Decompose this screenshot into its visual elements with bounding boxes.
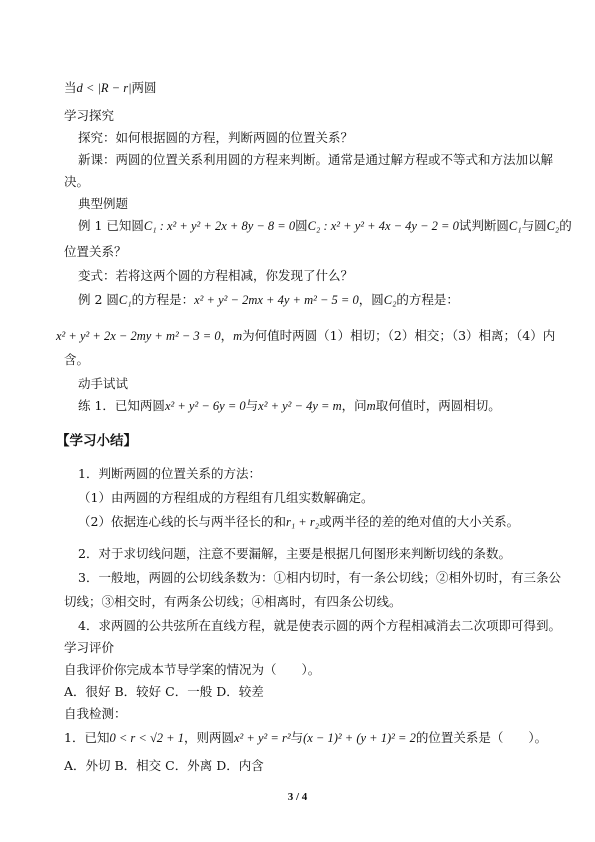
- section-label-try: 动手试试: [78, 376, 129, 391]
- text: 例 2 圆: [78, 292, 119, 307]
- text: 的方程是：: [396, 292, 459, 307]
- math-formula: C₁: [118, 293, 132, 307]
- text: 练 1．已知两圆: [78, 398, 165, 413]
- text: ，问: [341, 398, 367, 413]
- section-label-study-explore: 学习探究: [64, 108, 115, 123]
- text: 例 1 已知圆: [78, 218, 144, 233]
- math-formula: d < |R − r|: [76, 81, 132, 95]
- text: 两圆: [131, 80, 157, 95]
- summary-item-1-1: （1）由两圆的方程组成的方程组有几组实数解确定。: [78, 490, 374, 505]
- text-line-newlesson: 新课：两圆的位置关系利用圆的方程来判断。通常是通过解方程或不等式和方法加以解: [78, 152, 554, 167]
- text: 的位置关系是（ ）。: [415, 730, 548, 745]
- self-evaluation-line: 自我评价你完成本节导学案的情况为（ ）。: [64, 662, 321, 677]
- math-formula: x² + y² − 2mx + 4y + m² − 5 = 0: [194, 293, 359, 307]
- text: 试判断圆: [458, 218, 509, 233]
- text: 的方程是：: [131, 292, 195, 307]
- self-check-label: 自我检测：: [64, 706, 127, 721]
- text: 与: [245, 398, 259, 413]
- math-formula: x² + y² − 4y = m: [258, 399, 342, 413]
- math-formula: x² + y² = r²: [234, 731, 291, 745]
- exercise-1-line: [78, 398, 501, 414]
- self-evaluation-options: A．很好 B．较好 C．一般 D．较差: [64, 684, 264, 699]
- text: ，圆: [358, 292, 384, 307]
- text: 与圆: [521, 218, 547, 233]
- example-1-line: [78, 218, 572, 234]
- math-formula: C₂: [546, 219, 560, 233]
- text: 圆: [295, 218, 308, 233]
- text: （2）依据连心线的长与两半径长的和: [78, 514, 286, 529]
- math-formula: m: [366, 399, 376, 413]
- example-2-cont2: 含。: [64, 352, 90, 367]
- section-heading-summary: 【学习小结】: [56, 433, 137, 449]
- math-formula: x² + y² − 6y = 0: [164, 399, 246, 413]
- text-line-newlesson-cont: 决。: [64, 174, 90, 189]
- text-line-explore: 探究：如何根据圆的方程，判断两圆的位置关系？: [78, 130, 354, 145]
- summary-item-1: 1．判断两圆的位置关系的方法：: [78, 466, 261, 481]
- example-2-cont: [56, 328, 555, 344]
- text: 为何值时两圆（1）相切；（2）相交；（3）相离；（4）内: [242, 328, 556, 343]
- example-1-cont: 位置关系？: [64, 244, 127, 259]
- text: 1．已知: [64, 730, 110, 745]
- math-formula: (x − 1)² + (y + 1)² = 2: [303, 731, 416, 745]
- self-check-question-1: [64, 730, 547, 746]
- text: 取何值时，两圆相切。: [375, 398, 501, 413]
- section-label-evaluation: 学习评价: [64, 640, 115, 655]
- math-formula: C₁: [508, 219, 522, 233]
- math-formula: x² + y² + 2x − 2my + m² − 3 = 0: [56, 329, 221, 343]
- summary-item-1-2: [78, 514, 519, 530]
- math-formula: m: [233, 329, 243, 343]
- summary-item-4: 4．求两圆的公共弦所在直线方程，就是使表示圆的两个方程相减消去二次项即可得到。: [78, 618, 561, 633]
- math-formula: 0 < r < √2 + 1: [109, 731, 184, 745]
- text: 或两半径的差的绝对值的大小关系。: [319, 514, 520, 529]
- section-label-typical-examples: 典型例题: [78, 196, 129, 211]
- text-line-1: [64, 80, 157, 96]
- self-check-options: A．外切 B．相交 C．外离 D．内含: [64, 758, 264, 773]
- text: ，: [220, 328, 234, 343]
- summary-item-3: 3．一般地，两圆的公切线条数为：①相内切时，有一条公切线；②相外切时，有三条公: [78, 570, 561, 585]
- text: 当: [64, 80, 77, 95]
- variation-line: 变式：若将这两个圆的方程相减，你发现了什么？: [78, 268, 354, 283]
- math-formula: C₂: [383, 293, 397, 307]
- summary-item-3-cont: 切线；③相交时，有两条公切线；④相离时，有四条公切线。: [64, 594, 402, 609]
- example-2-line: [78, 292, 459, 308]
- text: 与: [290, 730, 304, 745]
- summary-item-2: 2．对于求切线问题，注意不要漏解，主要是根据几何图形来判断切线的条数。: [78, 546, 511, 561]
- text: ，则两圆: [183, 730, 234, 745]
- text: 的: [559, 218, 572, 233]
- page-number: 3 / 4: [287, 791, 308, 803]
- math-formula: r₁ + r₂: [285, 515, 320, 529]
- math-formula: C₁ : x² + y² + 2x + 8y − 8 = 0: [143, 219, 296, 233]
- math-formula: C₂ : x² + y² + 4x − 4y − 2 = 0: [307, 219, 459, 233]
